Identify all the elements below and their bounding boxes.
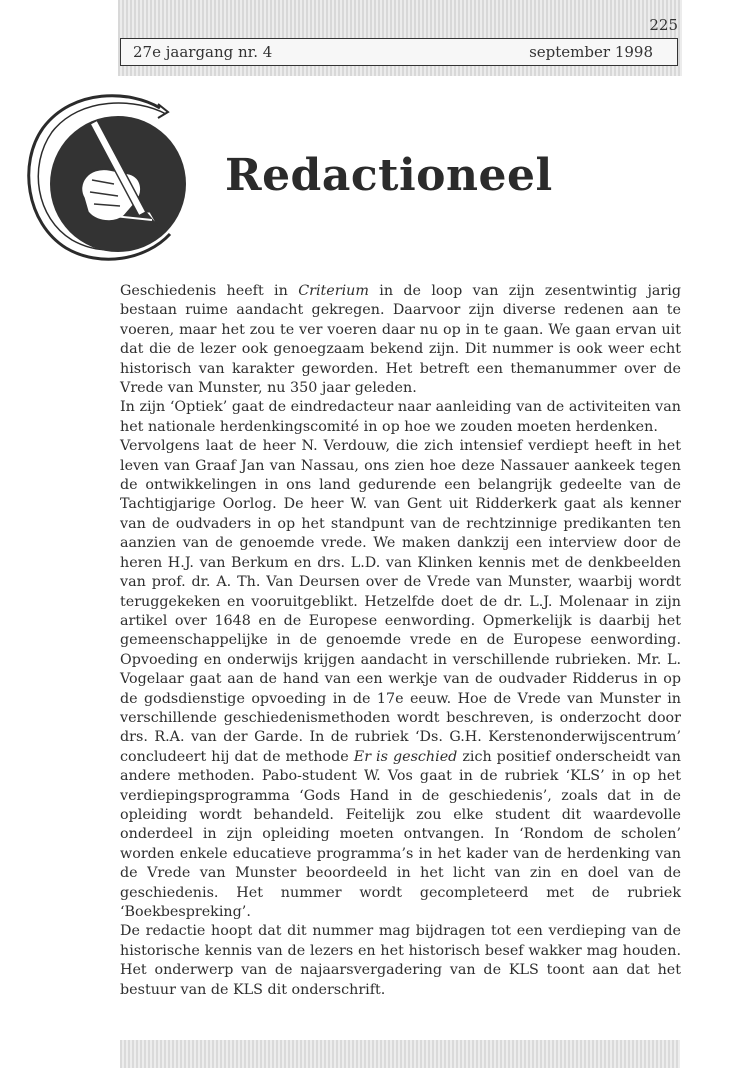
paragraph — [120, 437, 681, 922]
journal-title: Criterium — [298, 283, 369, 299]
issue-label: 27e jaargang nr. 4 — [133, 43, 273, 61]
page-title: Redactioneel — [225, 150, 553, 201]
text-run: Vervolgens laat de heer N. Verdouw, die zich intensief verdiept heeft in het leven van Graaf Jan van Nassau, ons zien hoe deze Nassauer aankeek tegen de ontwikkelingen in ons land gedurende een belangrijk gedeelte van de Tachtigjarige Oorlog. De heer W. van Gent uit Ridderkerk gaat als kenner van de oudvaders in op het standpunt van de rechtzinnige predikanten ten aanzien van de genoemde vrede. We maken dankzij een interview door de heren H.J. van Berkum en drs. L.D. van Klinken kennis met de denkbeelden van prof. dr. A. Th. Van Deursen over de Vrede van Munster, waarbij wordt teruggekeken en vooruitgeblikt. Hetzelfde doet de dr. L.J. Molenaar in zijn artikel over 1648 en de Europese eenwording. Opmerkelijk is daarbij het gemeenschappelijke in de genoemde vrede en de Europese eenwording. Opvoeding en onderwijs krijgen aandacht in verschillende rubrieken. Mr. L. Vogelaar gaat aan de hand van een werkje van de oudvader Ridderus in op de godsdienstige opvoeding in de 17e eeuw. Hoe de Vrede van Munster in verschillende geschiedenismethoden wordt beschreven, is onderzocht door drs. R.A. van der Garde. In de rubriek ‘Ds. G.H. Kerstenonderwijscentrum’ concludeert hij dat de methode — [120, 438, 681, 765]
paragraph: De redactie hoopt dat dit nummer mag bijdragen tot een verdieping van de historische kennis van de lezers en het historisch besef wakker mag houden. Het onderwerp van de najaarsvergadering van de KLS toont aan dat het bestuur van de KLS dit onderschrift. — [120, 923, 681, 998]
hand-writing-pen-icon — [18, 88, 188, 264]
text-run: in de loop van zijn zesentwintig jarig bestaan ruime aandacht gekregen. Daarvoor zijn diverse redenen aan te voeren, maar het zou te ver voeren daar nu op in te gaan. We gaan ervan uit dat die de lezer ook genoegzaam bekend zijn. Dit nummer is ook weer echt historisch van karakter geworden. Het betreft een themanummer over de Vrede van Munster, nu 350 jaar geleden. — [120, 283, 681, 397]
text-run: Geschiedenis heeft in — [120, 283, 299, 299]
text-run: zich positief onderscheidt van andere methoden. Pabo-student W. Vos gaat in de rubriek ‘KLS’ in op het verdiepingsprogramma ‘Gods Hand in de geschiedenis’, zoals dat in de opleiding wordt behandeld. Feitelijk zou elke student dit waardevolle onderdeel in zijn opleiding moeten ontvangen. In ‘Rondom de scholen’ worden enkele educatieve programma’s in het kader van de herdenking van de Vrede van Munster beoordeeld in het licht van zin en doel van de geschiedenis. Het nummer wordt gecompleteerd met de rubriek ‘Boekbespreking’. — [120, 748, 681, 920]
date-label: september 1998 — [529, 43, 653, 61]
article-body — [120, 282, 681, 1000]
running-header — [120, 38, 678, 66]
page-number: 225 — [649, 16, 678, 34]
method-title: Er is geschied — [353, 748, 458, 765]
paragraph: In zijn ‘Optiek’ gaat de eindredacteur naar aanleiding van de activiteiten van het nationale herdenkingscomité in op hoe we zouden moeten herdenken. — [120, 399, 681, 435]
footer-band — [120, 1040, 680, 1068]
paragraph — [120, 282, 681, 398]
